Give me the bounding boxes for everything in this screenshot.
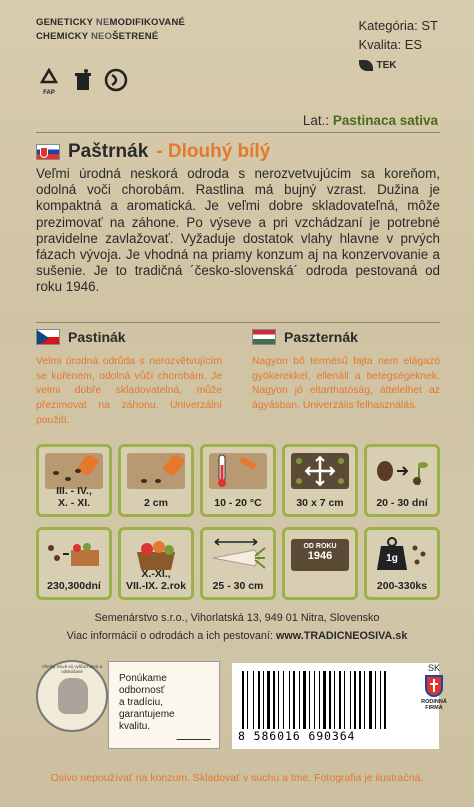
spacing-label: 30 x 7 cm (296, 497, 344, 509)
quality-label: Kvalita: ES (358, 37, 423, 52)
breeder-seal: Všetky osivá sú vyšľachtené a odskúšané (36, 660, 108, 732)
barcode (232, 663, 439, 749)
seed-count-label: 200-330ks (376, 580, 428, 592)
website-link[interactable]: www.TRADICNEOSIVA.sk (275, 630, 408, 642)
spacing-arrows-icon (291, 453, 349, 489)
hungarian-flag-icon (252, 329, 276, 345)
czech-description: Velmi úrodná odrůda s nerozvětvujícím se kořenem, odolná vůči chorobám. Je velmi dobře skladovatelná, může přezimovat na záhonu. Univerzální použití. (36, 356, 222, 426)
czech-flag-icon (36, 329, 60, 345)
trash-bin-icon (72, 68, 94, 92)
temperature-cell (200, 444, 276, 517)
root-length-label: 25 - 30 cm (212, 580, 264, 592)
breeder-portrait (58, 678, 88, 714)
packaging-symbols (36, 68, 128, 96)
slovak-flag-icon (36, 144, 60, 160)
vegetable-basket-icon (127, 536, 185, 572)
spacing-cell (282, 444, 358, 517)
sowing-depth-icon (127, 453, 185, 489)
product-title: Paštrnák - Dlouhý bílý (36, 141, 270, 163)
germination-icon (373, 453, 431, 489)
root-length-cell (200, 527, 276, 600)
sowing-depth-cell (118, 444, 194, 517)
barcode-bars (242, 671, 412, 729)
parsnip-root-icon (209, 536, 267, 572)
category-label: Kategória: ST (358, 18, 438, 33)
leaf-icon (359, 60, 373, 71)
barcode-number: 8 586016 690364 (238, 729, 356, 743)
classification (359, 16, 439, 75)
temperature-label: 10 - 20 °C (214, 497, 262, 509)
harvest-period-label: X.-XI., VII.-IX. 2.rok (125, 568, 187, 592)
thermometer-icon (209, 453, 267, 489)
divider (36, 322, 440, 323)
guarantee-box: Ponúkame odbornosť a tradíciu, garantujeme kvalitu. (108, 661, 220, 749)
signature (176, 726, 215, 740)
latin-name: Lat.: Pastinaca sativa (302, 113, 438, 128)
hungarian-description: Nagyon bő termésű fajta nem elágazó gyökerekkel, ellenáll a betegségeknek. Nagyon jó eltarthatóság, áttelelhet az ágyásban. Univerzális felhasználás. (252, 356, 440, 412)
green-dot-icon (104, 68, 128, 92)
company-address: Semenárstvo s.r.o., Vihorlatská 13, 949 01 Nitra, Slovensko (94, 612, 380, 624)
czech-title: Pastinák (36, 329, 126, 345)
website-line: Viac informácií o odrodách a ich pestovaní: www.TRADICNEOSIVA.sk (66, 630, 408, 642)
since-year-cell (282, 527, 358, 600)
harvest-period-cell (118, 527, 194, 600)
slovak-coat-of-arms-icon (425, 675, 443, 697)
calendar-icon: OD ROKU 1946 (291, 539, 349, 571)
germination-cell (364, 444, 440, 517)
description: Veľmi úrodná neskorá odroda s nerozvetvujúcim sa koreňom, odolná voči chorobám. Rastlina má bujný vzrast. Dužina je kompaktná a aromatická. Je veľmi dobre skladovateľná, môže prezimovať na záhone. Po výseve a pri vzchádzaní je potrebné pravidelne zavlažovať. Vyžaduje dostatok vlahy hlavne v prvých fázach vývoja. Je vhodná na priamy konzum aj na konzervovanie a sušenie. Je to tradičná ´česko-slovenská´ odroda pestovaná od roku 1946. (36, 166, 440, 295)
family-company-badge: SK RODINNÁ FIRMA (421, 663, 447, 711)
gmo-free-statement: GENETICKY NEMODIFIKOVANÉ CHEMICKY NEOŠETRENÉ (36, 17, 186, 42)
sowing-time-cell (36, 444, 112, 517)
germination-label: 20 - 30 dní (376, 497, 428, 509)
sowing-hand-icon (45, 453, 103, 489)
sowing-depth-label: 2 cm (144, 497, 168, 509)
storage-notice: Osivo nepoužívať na konzum. Skladovať v suchu a tme. Fotografia je ilustračná. (50, 772, 424, 784)
harvest-crate-icon (45, 536, 103, 572)
harvest-time-label: 230,300dní (47, 580, 101, 592)
seed-count-cell (364, 527, 440, 600)
sowing-time-label: III. - IV., X. - XI. (56, 485, 92, 509)
hungarian-title: Paszternák (252, 329, 358, 345)
harvest-time-cell (36, 527, 112, 600)
recycle-icon: FAP (36, 68, 62, 96)
weight-icon: 1g (373, 536, 431, 572)
divider (36, 132, 440, 133)
tek-mark: TEK (359, 56, 439, 75)
